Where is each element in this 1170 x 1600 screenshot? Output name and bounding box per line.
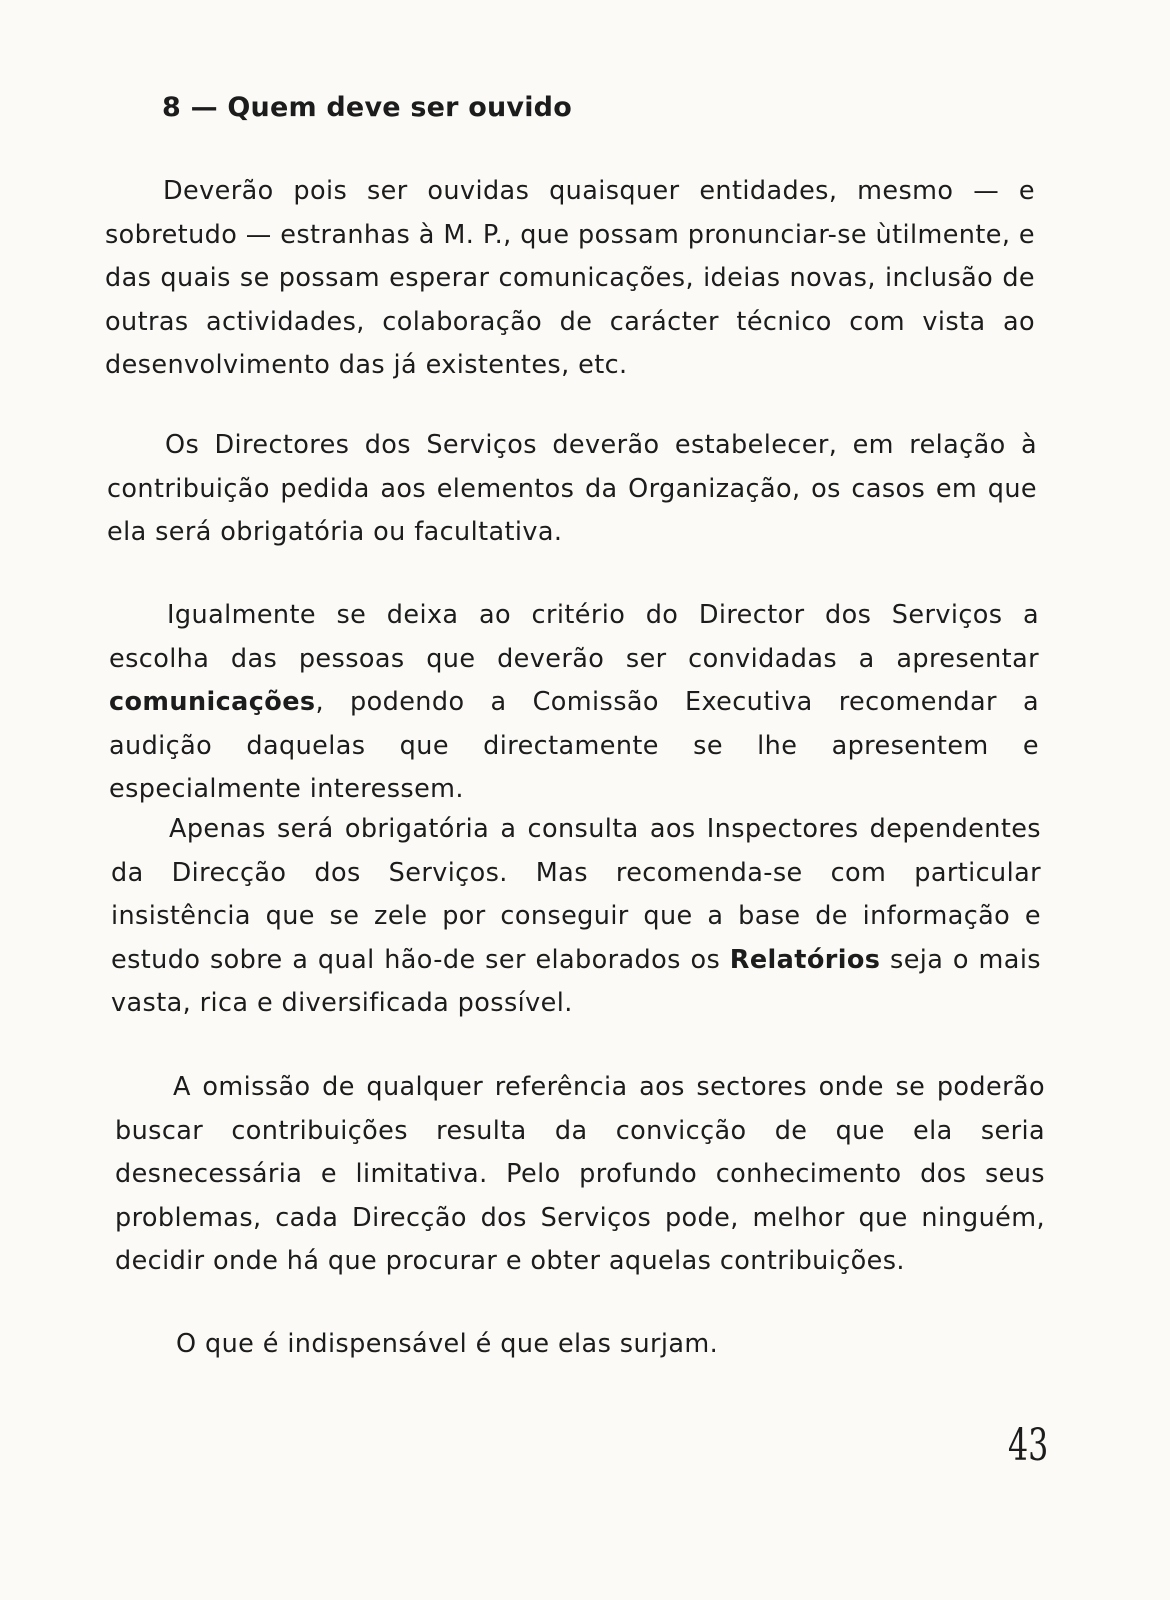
paragraph-3-bold-term: comunicações: [109, 687, 316, 717]
paragraph-4-text-start: Apenas será obrigatória a consulta aos Inspectores dependentes da Direcção dos Serviços. Mas recomenda-se com particular insistência que se zele por conseguir que a base de informação e estudo sobre a qual hão-de ser elaborados os: [111, 814, 1041, 975]
page-number: 43: [1008, 1420, 1049, 1471]
paragraph-3-text-end: , podendo a Comissão Executiva recomendar a audição daquelas que directamente se lhe apresentem e especialmente interessem.: [109, 687, 1039, 804]
section-heading: 8 — Quem deve ser ouvido: [162, 92, 572, 123]
paragraph-6: O que é indispensável é que elas surjam.: [176, 1329, 719, 1359]
paragraph-4-bold-term: Relatórios: [729, 944, 881, 975]
paragraph-2: Os Directores dos Serviços deverão estabelecer, em relação à contribuição pedida aos elementos da Organização, os casos em que ela será obrigatória ou facultativa.: [107, 430, 1037, 547]
paragraph-5: A omissão de qualquer referência aos sectores onde se poderão buscar contribuições resulta da convicção de que ela seria desnecessária e limitativa. Pelo profundo conhecimento dos seus problemas, cada Direcção dos Serviços pode, melhor que ninguém, decidir onde há que procurar e obter aquelas contribuições.: [115, 1072, 1045, 1276]
paragraph-4: [111, 808, 1041, 1026]
paragraph-1: Deverão pois ser ouvidas quaisquer entidades, mesmo — e sobretudo — estranhas à M. P., que possam pronunciar-se ùtilmente, e das quais se possam esperar comunicações, ideias novas, inclusão de outras actividades, colaboração de carácter técnico com vista ao desenvolvimento das já existentes, etc.: [105, 176, 1035, 380]
paragraph-4-text-end: seja o mais vasta, rica e diversificada possível.: [111, 944, 1041, 1018]
paragraph-3-text-start: Igualmente se deixa ao critério do Director dos Serviços a escolha das pessoas que deverão ser convidadas a apresentar: [109, 600, 1039, 674]
paragraph-3: [109, 594, 1039, 812]
